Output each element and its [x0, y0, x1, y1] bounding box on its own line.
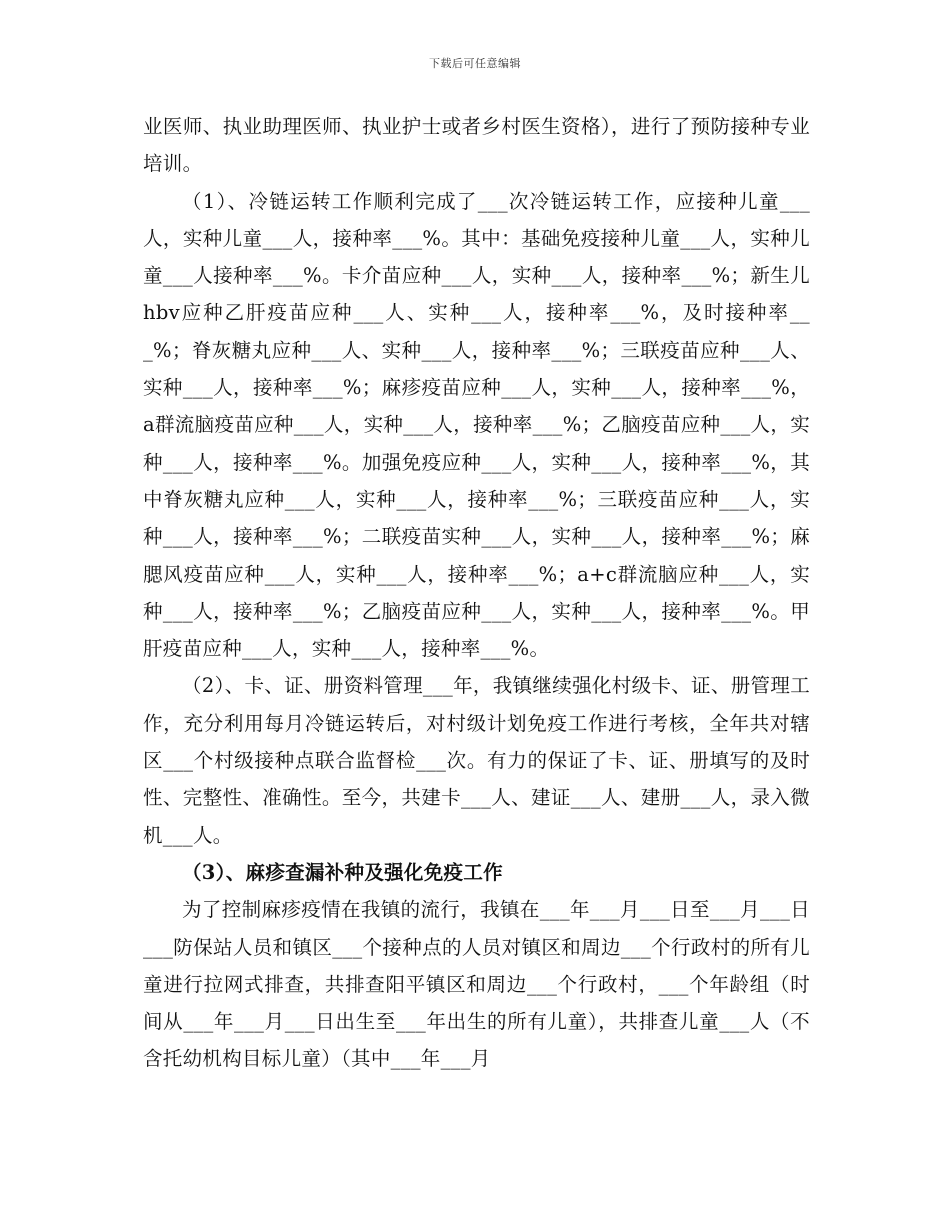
paragraph-records-management: （2）、卡、证、册资料管理___年，我镇继续强化村级卡、证、册管理工作，充分利用每月冷链运转后，对村级计划免疫工作进行考核，全年共对辖区___个村级接种点联合监督检___次。有力的保证了卡、证、册填写的及时性、完整性、准确性。至今，共建卡___人、建证___人、建册___人，录入微机___人。	[143, 674, 810, 847]
document-body	[143, 108, 810, 1078]
section-heading-measles: （3）、麻疹查漏补种及强化免疫工作	[182, 860, 503, 884]
page-header: 下载后可任意编辑	[429, 57, 521, 70]
paragraph-continuation: 业医师、执业助理医师、执业护士或者乡村医生资格），进行了预防接种专业培训。	[143, 115, 810, 176]
paragraph-measles: 为了控制麻疹疫情在我镇的流行，我镇在___年___月___日至___月___日___防保站人员和镇区___个接种点的人员对镇区和周边___个行政村的所有儿童进行拉网式排查，共排查阳平镇区和周边___个行政村，___个年龄组（时间从___年___月___日出生至___年出生的所有儿童），共排查儿童___人（不含托幼机构目标儿童）（其中___年___月	[143, 898, 810, 1071]
paragraph-cold-chain: （1）、冷链运转工作顺利完成了___次冷链运转工作，应接种儿童___人，实种儿童___人，接种率___%。其中：基础免疫接种儿童___人，实种儿童___人接种率___%。卡介苗应种___人，实种___人，接种率___%；新生儿hbv应种乙肝疫苗应种___人、实种___人，接种率___%，及时接种率___%；脊灰糖丸应种___人、实种___人，接种率___%；三联疫苗应种___人、实种___人，接种率___%；麻疹疫苗应种___人，实种___人，接种率___%，a群流脑疫苗应种___人，实种___人，接种率___%；乙脑疫苗应种___人，实种___人，接种率___%。加强免疫应种___人，实种___人，接种率___%，其中脊灰糖丸应种___人，实种___人，接种率___%；三联疫苗应种___人，实种___人，接种率___%；二联疫苗实种___人，实种___人，接种率___%；麻腮风疫苗应种___人，实种___人，接种率___%；a+c群流脑应种___人，实种___人，接种率___%；乙脑疫苗应种___人，实种___人，接种率___%。甲肝疫苗应种___人，实种___人，接种率___%。	[143, 189, 810, 661]
